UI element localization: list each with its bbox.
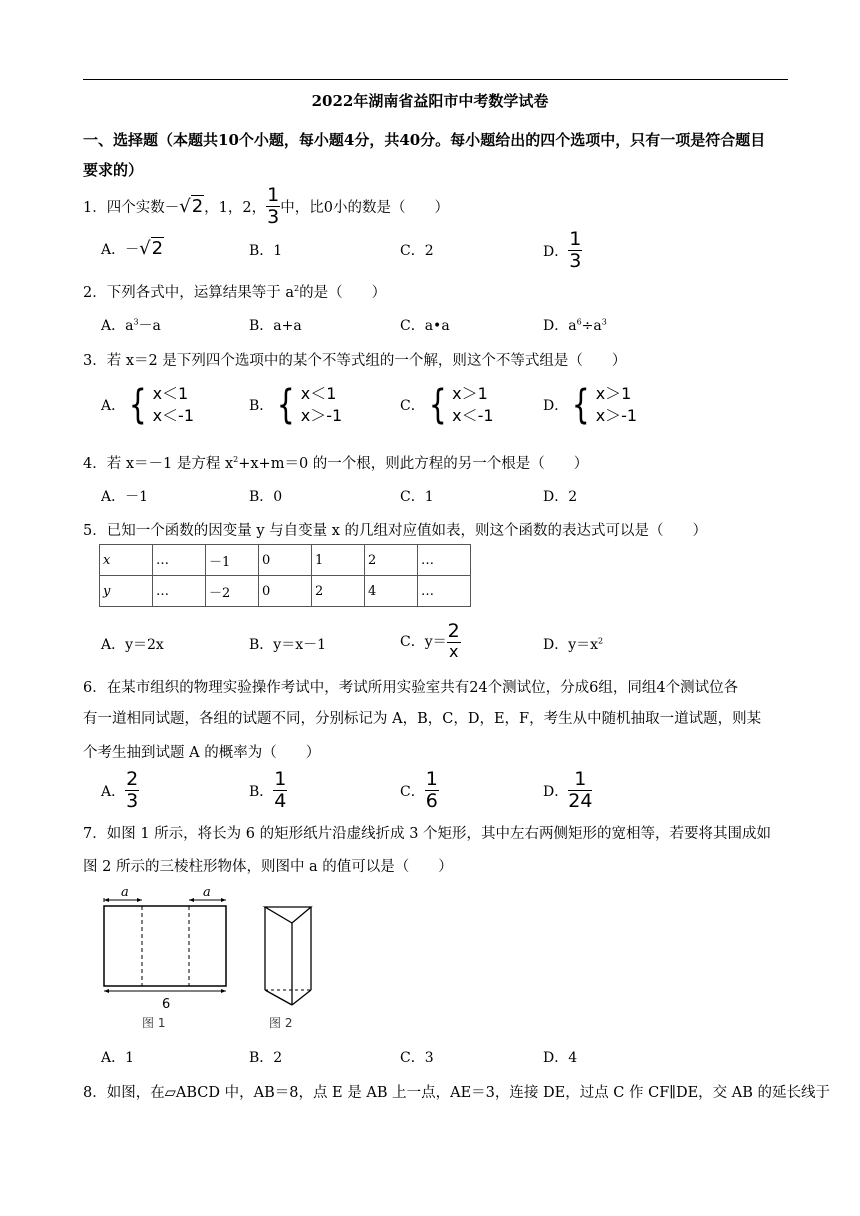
denominator: 3 [267,206,280,228]
figure-2-prism [255,895,335,1040]
question-4 [83,452,588,473]
radicand: 2 [151,238,164,259]
option-label: A．－ [101,241,140,258]
question-6-line3: 个考生抽到试题 A 的概率为（ ） [83,745,321,761]
question-5: 5．已知一个函数的因变量 y 与自变量 x 的几组对应值如表，则这个函数的表达式可以是（ ） [83,523,708,539]
q3-option-b[interactable] [249,383,342,427]
fraction [568,770,592,811]
inequality: x＜1 [152,384,189,403]
q7-option-d[interactable]: D．4 [543,1050,578,1066]
question-8-line1: 8．如图，在▱ABCD 中，AB＝8，点 E 是 AB 上一点，AE＝3，连接 DE，过点 C 作 CF∥DE，交 AB 的延长线于 [83,1085,831,1101]
numerator: 1 [274,768,287,790]
exponent: 2 [233,455,239,465]
table-cell: x [100,545,153,576]
section-heading-line1: 一、选择题（本题共10个小题，每小题4分，共40分。每小题给出的四个选项中，只有一项是符合题目 [83,131,766,149]
table-cell: －2 [206,576,259,607]
table-cell: y [100,576,153,607]
exponent: 2 [293,284,300,294]
q6-option-d[interactable] [543,770,592,811]
radicand: 2 [191,196,204,217]
option-text: A．a [101,318,134,334]
denominator: 3 [126,790,139,812]
exponent: 3 [133,317,139,327]
q4-option-a[interactable]: A．－1 [101,489,149,505]
label-length: 6 [162,997,171,1012]
inequality: x＞-1 [595,406,638,425]
q2-option-c[interactable]: C．a•a [400,318,450,334]
option-label: A． [101,398,126,414]
option-label: B． [249,783,274,800]
denominator: 6 [425,790,438,812]
top-rule [83,79,788,80]
q7-option-c[interactable]: C．3 [400,1050,434,1066]
table-cell: 2 [312,576,365,607]
option-label: A． [101,783,126,800]
denominator: 3 [569,250,582,272]
rectangle [104,906,226,986]
fraction [125,770,139,811]
table-cell: 0 [259,576,312,607]
option-label: B． [249,398,274,414]
denominator: x [448,642,459,661]
q6-option-b[interactable] [249,770,287,811]
q5-option-a[interactable]: A．y＝2x [101,637,164,653]
q5-option-b[interactable]: B．y＝x－1 [249,637,326,653]
inequality: x＜1 [300,384,337,403]
q1-stem-pre: 1．四个实数－ [83,200,180,216]
exponent: 3 [601,317,607,327]
q4-option-c[interactable]: C．1 [400,489,434,505]
figure-2-caption: 图 2 [269,1016,293,1030]
question-6-line2: 有一道相同试题，各组的试题不同，分别标记为 A，B，C，D，E，F，考生从中随机抽取一道试题，则某 [83,711,762,727]
table-row [100,545,471,576]
option-label: C． [400,783,425,800]
denominator: 24 [568,790,593,812]
exponent: 6 [576,317,582,327]
option-text: D．a [543,318,577,334]
question-1 [83,186,449,227]
inequality: x＞1 [595,384,632,403]
q3-option-c[interactable] [400,383,494,427]
fraction [273,770,287,811]
q7-option-a[interactable]: A．1 [101,1050,135,1066]
table-cell: … [418,576,471,607]
numerator: 1 [267,184,280,206]
numerator: 1 [574,768,587,790]
inequality: x＜-1 [152,406,195,425]
table-cell: 1 [312,545,365,576]
label-a: a [121,885,129,900]
sqrt-expression: √2 [179,196,204,217]
table-row [100,576,471,607]
inequality: x＞-1 [300,406,343,425]
inequality-system: { x＞1 x＜-1 [428,382,494,428]
fraction [266,186,280,227]
table-cell: 0 [259,545,312,576]
fraction [568,230,582,271]
table-cell: … [418,545,471,576]
figure-1-caption: 图 1 [142,1016,166,1030]
option-label: C． [400,398,425,414]
inequality-system: { x＞1 x＞-1 [572,382,638,428]
inequality-system: { x＜1 x＞-1 [277,382,343,428]
question-7-line2: 图 2 所示的三棱柱形物体，则图中 a 的值可以是（ ） [83,859,453,875]
question-3: 3．若 x＝2 是下列四个选项中的某个不等式组的一个解，则这个不等式组是（ ） [83,353,627,369]
numerator: 1 [425,768,438,790]
table-cell: … [153,545,206,576]
q7-option-b[interactable]: B．2 [249,1050,283,1066]
label-a: a [203,885,211,900]
q3-option-a[interactable] [101,383,194,427]
q3-option-d[interactable] [543,383,637,427]
q1-option-a[interactable] [101,238,164,259]
q1-option-d[interactable] [543,230,582,271]
table-cell: … [153,576,206,607]
q6-option-a[interactable] [101,770,139,811]
table-cell: －1 [206,545,259,576]
q1-stem-post: 中，比0小的数是（ ） [280,200,449,216]
denominator: 4 [274,790,287,812]
option-text: D．y＝x [543,637,599,653]
numerator: 2 [447,620,460,642]
option-text: ÷a [581,318,602,334]
sqrt-expression: √2 [139,238,164,259]
option-label: D． [543,783,569,800]
q2-option-d[interactable] [543,315,607,335]
q4-option-d[interactable]: D．2 [543,489,578,505]
table-cell: 4 [365,576,418,607]
q6-option-c[interactable] [400,770,439,811]
table-cell: 2 [365,545,418,576]
q1-option-b[interactable]: B．1 [249,243,283,259]
q4-stem-pre: 4．若 x＝－1 是方程 x [83,456,234,472]
q4-stem-post: +x+m＝0 的一个根，则此方程的另一个根是（ ） [238,456,589,472]
q2-stem-post: 的是（ ） [299,285,387,301]
numerator: 2 [126,768,139,790]
q2-option-a[interactable] [101,315,161,335]
fraction [447,622,461,660]
question-7-line1: 7．如图 1 所示，将长为 6 的矩形纸片沿虚线折成 3 个矩形，其中左右两侧矩形的宽相等，若要将其围成如 [83,826,772,842]
inequality: x＜-1 [452,406,494,425]
inequality: x＞1 [452,384,488,403]
fraction [425,770,439,811]
value-table [99,544,471,607]
question-2 [83,281,386,302]
numerator: 1 [569,228,582,250]
page-title: 2022年湖南省益阳市中考数学试卷 [311,92,549,110]
prism-top [265,907,311,923]
q5-option-c[interactable] [400,622,461,660]
q1-option-c[interactable]: C．2 [400,243,434,259]
option-text: －a [138,318,161,334]
q5-option-d[interactable] [543,634,603,654]
option-label: D． [543,243,569,260]
section-heading-line2: 要求的） [83,161,144,179]
q2-stem-pre: 2．下列各式中，运算结果等于 a [83,285,294,301]
q2-option-b[interactable]: B．a+a [249,318,302,334]
option-label: C．y＝ [400,634,447,650]
exponent: 2 [598,636,604,646]
q4-option-b[interactable]: B．0 [249,489,283,505]
inequality-system: { x＜1 x＜-1 [128,382,195,428]
option-label: D． [543,398,569,414]
question-6-line1: 6．在某市组织的物理实验操作考试中，考试所用实验室共有24个测试位，分成6组，同组4个测试位各 [83,680,739,696]
q1-stem-mid: ，1，2， [204,200,267,216]
